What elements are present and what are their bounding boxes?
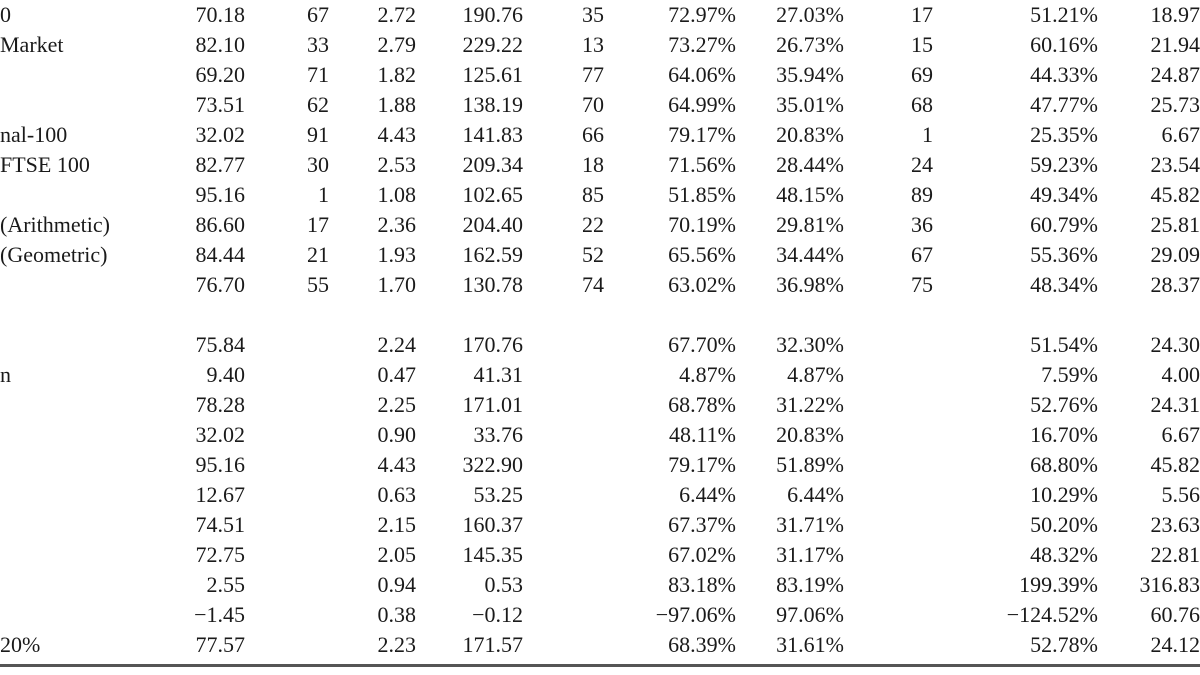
table-cell: 68: [911, 92, 933, 117]
table-cell: 45.82: [1150, 182, 1200, 207]
table-cell: 2.53: [377, 152, 416, 177]
table-row: [0, 180, 1200, 210]
table-cell: 72.97%: [668, 2, 736, 27]
table-cell: 32.02: [195, 422, 245, 447]
table-row: [0, 240, 1200, 270]
table-cell: 29.09: [1150, 242, 1200, 267]
table-cell: 20.83%: [776, 422, 844, 447]
row-label: (Arithmetic): [0, 212, 110, 237]
table-cell: 138.19: [462, 92, 523, 117]
table-cell: 34.44%: [776, 242, 844, 267]
table-cell: 60.16%: [1030, 32, 1098, 57]
table-row: [0, 390, 1200, 420]
table-cell: 13: [582, 32, 604, 57]
table-cell: 71.56%: [668, 152, 736, 177]
table-cell: 31.17%: [776, 542, 844, 567]
table-cell: 33: [307, 32, 329, 57]
table-cell: 316.83: [1139, 572, 1200, 597]
table-row: [0, 60, 1200, 90]
table-cell: 73.51: [195, 92, 245, 117]
table-cell: 55: [307, 272, 329, 297]
table-cell: 29.81%: [776, 212, 844, 237]
table-cell: 204.40: [462, 212, 523, 237]
table-cell: 15: [911, 32, 933, 57]
table-cell: 6.67: [1161, 422, 1200, 447]
table-cell: 50.20%: [1030, 512, 1098, 537]
table-cell: 7.59%: [1041, 362, 1098, 387]
table-row: [0, 630, 1200, 660]
table-cell: 53.25: [473, 482, 523, 507]
table-cell: 64.99%: [668, 92, 736, 117]
table-cell: 73.27%: [668, 32, 736, 57]
table-cell: 70.19%: [668, 212, 736, 237]
table-cell: 229.22: [462, 32, 523, 57]
table-cell: 0.53: [484, 572, 523, 597]
table-cell: 35.01%: [776, 92, 844, 117]
row-label: FTSE 100: [0, 152, 90, 177]
table-cell: 33.76: [473, 422, 523, 447]
table-cell: 4.43: [377, 122, 416, 147]
table-cell: 82.77: [195, 152, 245, 177]
table-cell: 0.90: [377, 422, 416, 447]
table-row: [0, 120, 1200, 150]
table-cell: 36: [911, 212, 933, 237]
table-cell: 4.43: [377, 452, 416, 477]
table-cell: 48.32%: [1030, 542, 1098, 567]
table-cell: 71: [307, 62, 329, 87]
table-cell: 5.56: [1161, 482, 1200, 507]
table-cell: 2.36: [377, 212, 416, 237]
table-cell: 2.24: [377, 332, 416, 357]
table-cell: 160.37: [462, 512, 523, 537]
table-cell: 67.70%: [668, 332, 736, 357]
table-cell: 22.81: [1150, 542, 1200, 567]
table-cell: 86.60: [195, 212, 245, 237]
table-row: [0, 330, 1200, 360]
table-cell: 48.11%: [668, 422, 736, 447]
table-cell: 75.84: [195, 332, 245, 357]
table-cell: 62: [307, 92, 329, 117]
table-cell: 1.08: [377, 182, 416, 207]
table-row: [0, 570, 1200, 600]
table-cell: 74: [582, 272, 604, 297]
table-row: [0, 450, 1200, 480]
table-cell: 65.56%: [668, 242, 736, 267]
table-cell: 1.70: [377, 272, 416, 297]
table-cell: 1.93: [377, 242, 416, 267]
table-cell: 95.16: [195, 452, 245, 477]
table-cell: 23.63: [1150, 512, 1200, 537]
table-cell: 70: [582, 92, 604, 117]
table-cell: 6.44%: [787, 482, 844, 507]
table-cell: 209.34: [462, 152, 523, 177]
table-cell: 171.01: [462, 392, 523, 417]
table-cell: 52.76%: [1030, 392, 1098, 417]
table-cell: 75: [911, 272, 933, 297]
table-cell: 170.76: [462, 332, 523, 357]
table-cell: 17: [911, 2, 933, 27]
table-cell: 74.51: [195, 512, 245, 537]
table-cell: 84.44: [195, 242, 245, 267]
table-cell: 82.10: [195, 32, 245, 57]
table-cell: 31.71%: [776, 512, 844, 537]
table-cell: 83.19%: [776, 572, 844, 597]
table-cell: 171.57: [462, 632, 523, 657]
table-cell: 1: [922, 122, 933, 147]
table-row: [0, 420, 1200, 450]
table-cell: 41.31: [473, 362, 523, 387]
table-cell: 6.44%: [679, 482, 736, 507]
table-cell: 35.94%: [776, 62, 844, 87]
table-cell: 52: [582, 242, 604, 267]
table-cell: 2.05: [377, 542, 416, 567]
table-cell: 322.90: [462, 452, 523, 477]
table-cell: 17: [307, 212, 329, 237]
table-cell: 85: [582, 182, 604, 207]
table-cell: 25.73: [1150, 92, 1200, 117]
table-cell: 95.16: [195, 182, 245, 207]
table-cell: 48.15%: [776, 182, 844, 207]
table-cell: 68.80%: [1030, 452, 1098, 477]
table-cell: 21.94: [1150, 32, 1200, 57]
table-cell: 162.59: [462, 242, 523, 267]
table-cell: −97.06%: [655, 602, 736, 627]
table-cell: 199.39%: [1019, 572, 1098, 597]
table-cell: 51.89%: [776, 452, 844, 477]
table-cell: 91: [307, 122, 329, 147]
table-bottom-rule: [0, 664, 1200, 667]
table-cell: 24: [911, 152, 933, 177]
table-cell: 18: [582, 152, 604, 177]
table-cell: 67.02%: [668, 542, 736, 567]
table-cell: −1.45: [194, 602, 245, 627]
table-cell: 35: [582, 2, 604, 27]
table-cell: 25.35%: [1030, 122, 1098, 147]
table-cell: 77: [582, 62, 604, 87]
table-cell: 0.94: [377, 572, 416, 597]
table-cell: 72.75: [195, 542, 245, 567]
table-cell: 64.06%: [668, 62, 736, 87]
table-cell: 0.38: [377, 602, 416, 627]
table-cell: 18.97: [1150, 2, 1200, 27]
table-cell: −124.52%: [1006, 602, 1098, 627]
table-cell: 77.57: [195, 632, 245, 657]
table-cell: 68.78%: [668, 392, 736, 417]
table-cell: 60.76: [1150, 602, 1200, 627]
table-cell: 44.33%: [1030, 62, 1098, 87]
table-cell: 97.06%: [776, 602, 844, 627]
table-cell: 28.44%: [776, 152, 844, 177]
table-row: [0, 150, 1200, 180]
table-cell: 68.39%: [668, 632, 736, 657]
table-cell: 51.54%: [1030, 332, 1098, 357]
table-cell: 190.76: [462, 2, 523, 27]
table-cell: 32.30%: [776, 332, 844, 357]
table-cell: 32.02: [195, 122, 245, 147]
table-cell: 25.81: [1150, 212, 1200, 237]
row-label: Market: [0, 32, 64, 57]
table-cell: 12.67: [195, 482, 245, 507]
table-cell: 59.23%: [1030, 152, 1098, 177]
table-cell: 2.15: [377, 512, 416, 537]
table-cell: 141.83: [462, 122, 523, 147]
table-cell: 83.18%: [668, 572, 736, 597]
table-row: [0, 540, 1200, 570]
table-cell: 20.83%: [776, 122, 844, 147]
table-cell: 10.29%: [1030, 482, 1098, 507]
table-cell: 27.03%: [776, 2, 844, 27]
table-cell: 2.25: [377, 392, 416, 417]
table-row: [0, 600, 1200, 630]
table-row: [0, 0, 1200, 30]
table-cell: 79.17%: [668, 122, 736, 147]
table-cell: 125.61: [462, 62, 523, 87]
table-cell: 24.31: [1150, 392, 1200, 417]
table-cell: 23.54: [1150, 152, 1200, 177]
table-cell: 30: [307, 152, 329, 177]
row-label: (Geometric): [0, 242, 108, 267]
table-cell: 6.67: [1161, 122, 1200, 147]
table-cell: 67: [911, 242, 933, 267]
row-label: nal-100: [0, 122, 68, 147]
row-label: 0: [0, 2, 11, 27]
table-cell: 51.21%: [1030, 2, 1098, 27]
table-row: [0, 510, 1200, 540]
table-cell: 31.61%: [776, 632, 844, 657]
table-cell: 2.79: [377, 32, 416, 57]
row-label: n: [0, 362, 11, 387]
table-cell: 67.37%: [668, 512, 736, 537]
table-cell: 60.79%: [1030, 212, 1098, 237]
table-cell: 26.73%: [776, 32, 844, 57]
table-cell: 1.82: [377, 62, 416, 87]
table-cell: 79.17%: [668, 452, 736, 477]
table-cell: 21: [307, 242, 329, 267]
table-row: [0, 480, 1200, 510]
table-cell: 55.36%: [1030, 242, 1098, 267]
table-cell: 0.63: [377, 482, 416, 507]
table-cell: 0.47: [377, 362, 416, 387]
table-row: [0, 360, 1200, 390]
table-cell: 47.77%: [1030, 92, 1098, 117]
table-row: [0, 210, 1200, 240]
table-cell: 67: [307, 2, 329, 27]
table-row: [0, 90, 1200, 120]
table-cell: 130.78: [462, 272, 523, 297]
table-cell: 69: [911, 62, 933, 87]
table-cell: 78.28: [195, 392, 245, 417]
table-cell: 4.00: [1161, 362, 1200, 387]
row-label: 20%: [0, 632, 41, 657]
table-row: [0, 30, 1200, 60]
table-cell: 52.78%: [1030, 632, 1098, 657]
table-cell: 69.20: [195, 62, 245, 87]
table-cell: 28.37: [1150, 272, 1200, 297]
table-cell: 49.34%: [1030, 182, 1098, 207]
table-cell: 45.82: [1150, 452, 1200, 477]
table-cell: 48.34%: [1030, 272, 1098, 297]
table-cell: 31.22%: [776, 392, 844, 417]
table-cell: 76.70: [195, 272, 245, 297]
table-cell: 2.23: [377, 632, 416, 657]
table-cell: 2.72: [377, 2, 416, 27]
table-cell: 70.18: [195, 2, 245, 27]
table-cell: 1: [318, 182, 329, 207]
table-cell: 89: [911, 182, 933, 207]
table-cell: 16.70%: [1030, 422, 1098, 447]
table-cell: 2.55: [206, 572, 245, 597]
table-row: [0, 270, 1200, 300]
table-cell: 24.30: [1150, 332, 1200, 357]
table-cell: 63.02%: [668, 272, 736, 297]
table-cell: 36.98%: [776, 272, 844, 297]
table-cell: −0.12: [472, 602, 523, 627]
table-cell: 24.87: [1150, 62, 1200, 87]
table-cell: 1.88: [377, 92, 416, 117]
table-cell: 24.12: [1150, 632, 1200, 657]
table-cell: 4.87%: [787, 362, 844, 387]
table-cell: 22: [582, 212, 604, 237]
table-cell: 102.65: [462, 182, 523, 207]
table-cell: 145.35: [462, 542, 523, 567]
table-cell: 51.85%: [668, 182, 736, 207]
table-cell: 66: [582, 122, 604, 147]
table-cell: 9.40: [206, 362, 245, 387]
table-cell: 4.87%: [679, 362, 736, 387]
